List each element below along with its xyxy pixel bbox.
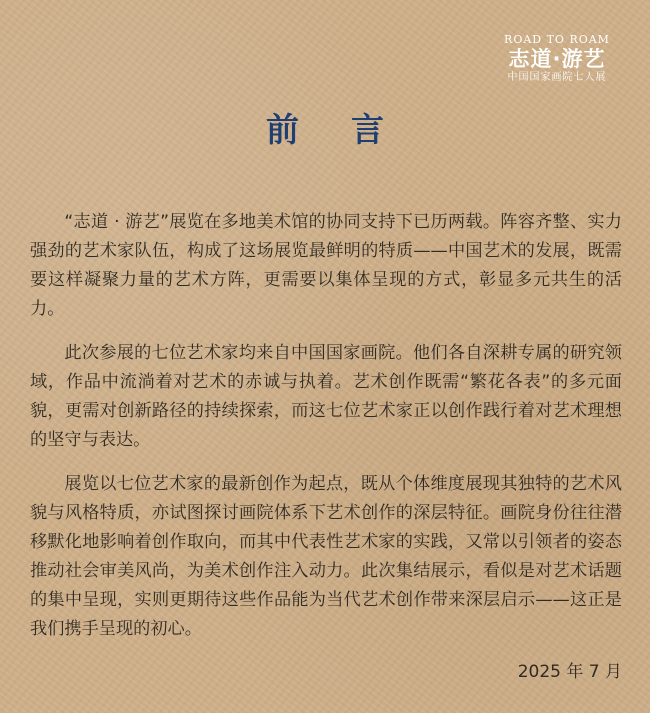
- logo-chinese-text: 志道·游艺: [508, 47, 606, 71]
- paragraph-2: 此次参展的七位艺术家均来自中国国家画院。他们各自深耕专属的研究领域，作品中流淌着对艺术的赤诚与执着。艺术创作既需“繁花各表”的多元面貌，更需对创新路径的持续探索，而这七位艺术家正以创作践行着对艺术理想的坚守与表达。: [30, 343, 622, 450]
- page-title: 前言: [266, 110, 436, 149]
- paragraph-1: “志道 · 游艺”展览在多地美术馆的协同支持下已历两载。阵容齐整、实力强劲的艺术家队伍，构成了这场展览最鲜明的特质——中国艺术的发展，既需要这样凝聚力量的艺术方阵，更需要以集体呈现的方式，彰显多元共生的活力。: [30, 212, 622, 319]
- preface-body: [30, 208, 622, 644]
- paragraph-3: 展览以七位艺术家的最新创作为起点，既从个体维度展现其独特的艺术风貌与风格特质，亦试图探讨画院体系下艺术创作的深层特征。画院身份往往潜移默化地影响着创作取向，而其中代表性艺术家的实践，又常以引领者的姿态推动社会审美风尚，为美术创作注入动力。此次集结展示，看似是对艺术话题的集中呈现，实则更期待这些作品能为当代艺术创作带来深层启示——这正是我们携手呈现的初心。: [30, 474, 622, 639]
- logo-subtitle: 中国国家画院七人展: [507, 72, 607, 83]
- logo-english-text: ROAD TO ROAM: [504, 33, 610, 46]
- exhibition-logo: [482, 34, 632, 84]
- date-signature: 2025 年 7 月: [517, 662, 622, 682]
